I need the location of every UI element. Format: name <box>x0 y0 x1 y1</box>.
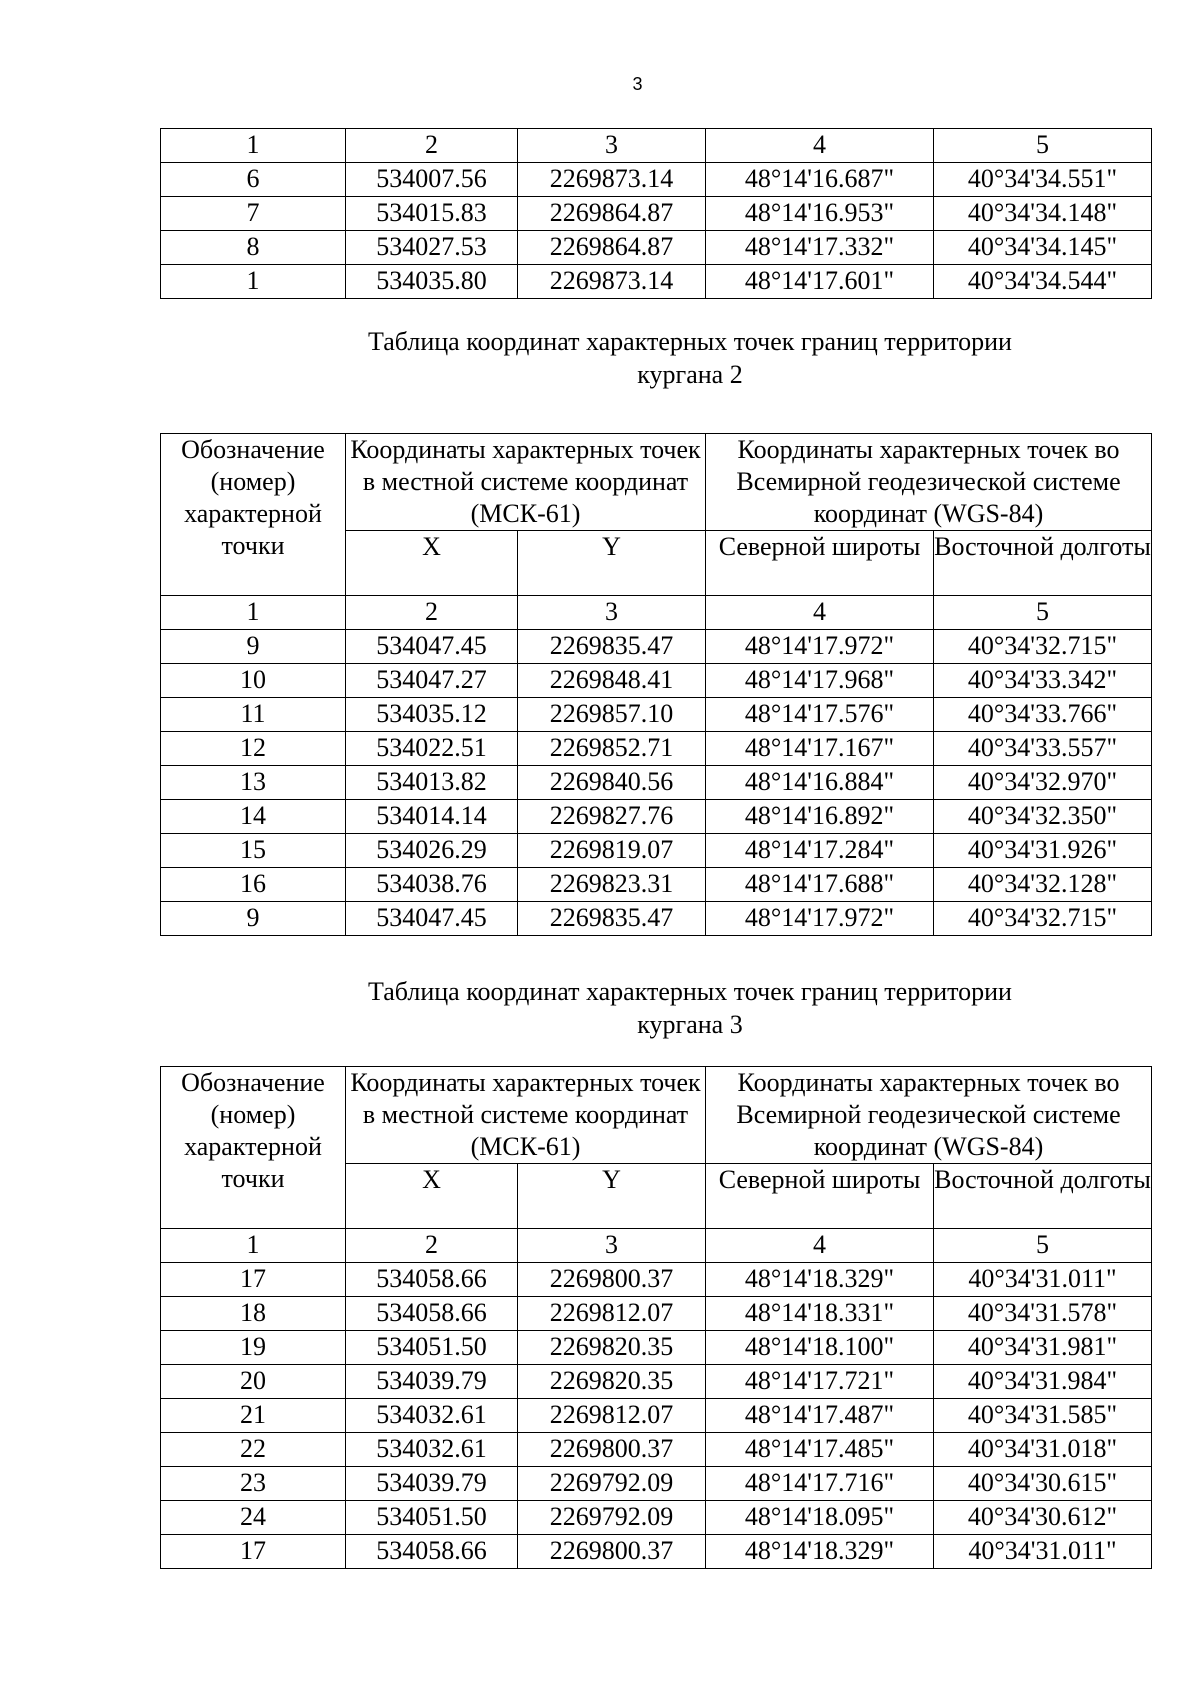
longitude-cell: 40°34'31.011" <box>934 1263 1152 1297</box>
point-number-cell: 17 <box>161 1263 346 1297</box>
header-local-coords: Координаты характерных точек в местной системе координат (МСК-61) <box>346 434 706 531</box>
x-cell: 534058.66 <box>346 1263 518 1297</box>
point-number-cell: 13 <box>161 766 346 800</box>
table-row <box>161 834 1152 868</box>
table3-header <box>161 1067 1152 1229</box>
table-row <box>161 1399 1152 1433</box>
point-number-cell: 22 <box>161 1433 346 1467</box>
latitude-cell: 48°14'17.972" <box>706 902 934 936</box>
x-cell: 534058.66 <box>346 1297 518 1331</box>
table-row <box>161 732 1152 766</box>
x-cell: 534047.27 <box>346 664 518 698</box>
longitude-cell: 40°34'31.926" <box>934 834 1152 868</box>
latitude-cell: 48°14'17.576" <box>706 698 934 732</box>
y-cell: 2269800.37 <box>518 1263 706 1297</box>
point-number-cell: 9 <box>161 902 346 936</box>
y-cell: 2269800.37 <box>518 1433 706 1467</box>
column-number-row <box>161 1229 1152 1263</box>
x-cell: 534035.80 <box>346 265 518 299</box>
table3-caption <box>160 975 1200 1041</box>
column-number-cell: 5 <box>934 596 1152 630</box>
longitude-cell: 40°34'33.557" <box>934 732 1152 766</box>
column-number-cell: 3 <box>518 596 706 630</box>
latitude-cell: 48°14'17.601" <box>706 265 934 299</box>
table3-caption-line2: кургана 3 <box>637 1010 743 1039</box>
longitude-cell: 40°34'34.551" <box>934 163 1152 197</box>
point-number-cell: 1 <box>161 265 346 299</box>
longitude-cell: 40°34'30.612" <box>934 1501 1152 1535</box>
point-number-cell: 8 <box>161 231 346 265</box>
table-row <box>161 1433 1152 1467</box>
table2-body <box>161 596 1152 936</box>
column-number-cell: 2 <box>346 1229 518 1263</box>
longitude-cell: 40°34'31.578" <box>934 1297 1152 1331</box>
table-row <box>161 1365 1152 1399</box>
header-wgs-coords: Координаты характерных точек во Всемирной геодезической системе координат (WGS-84) <box>706 434 1152 531</box>
y-cell: 2269827.76 <box>518 800 706 834</box>
x-cell: 534039.79 <box>346 1467 518 1501</box>
table3-body <box>161 1229 1152 1569</box>
column-number-cell: 3 <box>518 129 706 163</box>
header-wgs-coords: Координаты характерных точек во Всемирной геодезической системе координат (WGS-84) <box>706 1067 1152 1164</box>
latitude-cell: 48°14'17.485" <box>706 1433 934 1467</box>
x-cell: 534038.76 <box>346 868 518 902</box>
header-x: X <box>346 531 518 596</box>
page-number: 3 <box>632 74 643 94</box>
y-cell: 2269823.31 <box>518 868 706 902</box>
x-cell: 534022.51 <box>346 732 518 766</box>
latitude-cell: 48°14'18.095" <box>706 1501 934 1535</box>
table-row <box>161 698 1152 732</box>
header-longitude: Восточной долготы <box>934 531 1152 596</box>
latitude-cell: 48°14'17.972" <box>706 630 934 664</box>
latitude-cell: 48°14'17.688" <box>706 868 934 902</box>
point-number-cell: 11 <box>161 698 346 732</box>
table1-body <box>161 129 1152 299</box>
longitude-cell: 40°34'34.544" <box>934 265 1152 299</box>
column-number-cell: 4 <box>706 1229 934 1263</box>
latitude-cell: 48°14'16.687" <box>706 163 934 197</box>
latitude-cell: 48°14'16.884" <box>706 766 934 800</box>
table-row <box>161 265 1152 299</box>
table-row <box>161 902 1152 936</box>
longitude-cell: 40°34'31.011" <box>934 1535 1152 1569</box>
y-cell: 2269812.07 <box>518 1297 706 1331</box>
latitude-cell: 48°14'17.332" <box>706 231 934 265</box>
x-cell: 534015.83 <box>346 197 518 231</box>
point-number-cell: 18 <box>161 1297 346 1331</box>
point-number-cell: 7 <box>161 197 346 231</box>
x-cell: 534032.61 <box>346 1433 518 1467</box>
header-y: Y <box>518 1164 706 1229</box>
x-cell: 534014.14 <box>346 800 518 834</box>
y-cell: 2269857.10 <box>518 698 706 732</box>
point-number-cell: 15 <box>161 834 346 868</box>
y-cell: 2269852.71 <box>518 732 706 766</box>
x-cell: 534035.12 <box>346 698 518 732</box>
y-cell: 2269820.35 <box>518 1331 706 1365</box>
table-row <box>161 231 1152 265</box>
header-point-designation: Обозначение (номер) характерной точки <box>161 1067 346 1229</box>
table-row <box>161 1501 1152 1535</box>
longitude-cell: 40°34'31.585" <box>934 1399 1152 1433</box>
point-number-cell: 17 <box>161 1535 346 1569</box>
coordinates-table-2 <box>160 433 1152 936</box>
column-number-cell: 5 <box>934 129 1152 163</box>
latitude-cell: 48°14'16.892" <box>706 800 934 834</box>
y-cell: 2269792.09 <box>518 1467 706 1501</box>
x-cell: 534039.79 <box>346 1365 518 1399</box>
latitude-cell: 48°14'18.331" <box>706 1297 934 1331</box>
column-number-row <box>161 596 1152 630</box>
header-point-designation: Обозначение (номер) характерной точки <box>161 434 346 596</box>
column-number-cell: 4 <box>706 129 934 163</box>
column-number-cell: 2 <box>346 129 518 163</box>
latitude-cell: 48°14'17.167" <box>706 732 934 766</box>
y-cell: 2269864.87 <box>518 231 706 265</box>
header-latitude: Северной широты <box>706 1164 934 1229</box>
header-x: X <box>346 1164 518 1229</box>
longitude-cell: 40°34'34.148" <box>934 197 1152 231</box>
column-number-cell: 3 <box>518 1229 706 1263</box>
longitude-cell: 40°34'33.766" <box>934 698 1152 732</box>
point-number-cell: 12 <box>161 732 346 766</box>
longitude-cell: 40°34'31.981" <box>934 1331 1152 1365</box>
y-cell: 2269835.47 <box>518 902 706 936</box>
header-longitude: Восточной долготы <box>934 1164 1152 1229</box>
table-row <box>161 664 1152 698</box>
y-cell: 2269873.14 <box>518 265 706 299</box>
y-cell: 2269873.14 <box>518 163 706 197</box>
x-cell: 534007.56 <box>346 163 518 197</box>
longitude-cell: 40°34'32.128" <box>934 868 1152 902</box>
x-cell: 534032.61 <box>346 1399 518 1433</box>
point-number-cell: 23 <box>161 1467 346 1501</box>
latitude-cell: 48°14'17.716" <box>706 1467 934 1501</box>
point-number-cell: 6 <box>161 163 346 197</box>
column-number-cell: 5 <box>934 1229 1152 1263</box>
latitude-cell: 48°14'17.487" <box>706 1399 934 1433</box>
x-cell: 534013.82 <box>346 766 518 800</box>
table-row <box>161 766 1152 800</box>
latitude-cell: 48°14'17.284" <box>706 834 934 868</box>
table-row <box>161 1467 1152 1501</box>
longitude-cell: 40°34'31.984" <box>934 1365 1152 1399</box>
y-cell: 2269864.87 <box>518 197 706 231</box>
latitude-cell: 48°14'18.100" <box>706 1331 934 1365</box>
table2-caption-line2: кургана 2 <box>637 360 743 389</box>
table-row <box>161 800 1152 834</box>
header-latitude: Северной широты <box>706 531 934 596</box>
table-row <box>161 163 1152 197</box>
column-number-cell: 1 <box>161 129 346 163</box>
table2-caption-line1: Таблица координат характерных точек границ территории <box>368 327 1012 356</box>
table-row <box>161 1535 1152 1569</box>
table3-caption-line1: Таблица координат характерных точек границ территории <box>368 977 1012 1006</box>
point-number-cell: 19 <box>161 1331 346 1365</box>
point-number-cell: 14 <box>161 800 346 834</box>
longitude-cell: 40°34'32.350" <box>934 800 1152 834</box>
y-cell: 2269819.07 <box>518 834 706 868</box>
longitude-cell: 40°34'34.145" <box>934 231 1152 265</box>
longitude-cell: 40°34'32.970" <box>934 766 1152 800</box>
latitude-cell: 48°14'17.968" <box>706 664 934 698</box>
x-cell: 534047.45 <box>346 902 518 936</box>
table2-header <box>161 434 1152 596</box>
coordinates-table-1 <box>160 128 1152 299</box>
x-cell: 534051.50 <box>346 1501 518 1535</box>
y-cell: 2269820.35 <box>518 1365 706 1399</box>
column-number-cell: 1 <box>161 596 346 630</box>
table-row <box>161 1263 1152 1297</box>
table-row <box>161 197 1152 231</box>
point-number-cell: 24 <box>161 1501 346 1535</box>
latitude-cell: 48°14'17.721" <box>706 1365 934 1399</box>
latitude-cell: 48°14'18.329" <box>706 1263 934 1297</box>
x-cell: 534027.53 <box>346 231 518 265</box>
column-number-cell: 4 <box>706 596 934 630</box>
point-number-cell: 10 <box>161 664 346 698</box>
x-cell: 534051.50 <box>346 1331 518 1365</box>
point-number-cell: 21 <box>161 1399 346 1433</box>
latitude-cell: 48°14'16.953" <box>706 197 934 231</box>
x-cell: 534058.66 <box>346 1535 518 1569</box>
longitude-cell: 40°34'33.342" <box>934 664 1152 698</box>
x-cell: 534047.45 <box>346 630 518 664</box>
longitude-cell: 40°34'31.018" <box>934 1433 1152 1467</box>
longitude-cell: 40°34'32.715" <box>934 630 1152 664</box>
y-cell: 2269812.07 <box>518 1399 706 1433</box>
header-y: Y <box>518 531 706 596</box>
column-number-cell: 2 <box>346 596 518 630</box>
column-number-row <box>161 129 1152 163</box>
point-number-cell: 9 <box>161 630 346 664</box>
point-number-cell: 16 <box>161 868 346 902</box>
y-cell: 2269848.41 <box>518 664 706 698</box>
latitude-cell: 48°14'18.329" <box>706 1535 934 1569</box>
table2-caption <box>160 325 1200 391</box>
point-number-cell: 20 <box>161 1365 346 1399</box>
table-row <box>161 868 1152 902</box>
coordinates-table-3 <box>160 1066 1152 1569</box>
table-row <box>161 1331 1152 1365</box>
x-cell: 534026.29 <box>346 834 518 868</box>
y-cell: 2269840.56 <box>518 766 706 800</box>
longitude-cell: 40°34'30.615" <box>934 1467 1152 1501</box>
table-row <box>161 1297 1152 1331</box>
y-cell: 2269792.09 <box>518 1501 706 1535</box>
column-number-cell: 1 <box>161 1229 346 1263</box>
y-cell: 2269800.37 <box>518 1535 706 1569</box>
y-cell: 2269835.47 <box>518 630 706 664</box>
header-local-coords: Координаты характерных точек в местной системе координат (МСК-61) <box>346 1067 706 1164</box>
longitude-cell: 40°34'32.715" <box>934 902 1152 936</box>
table-row <box>161 630 1152 664</box>
